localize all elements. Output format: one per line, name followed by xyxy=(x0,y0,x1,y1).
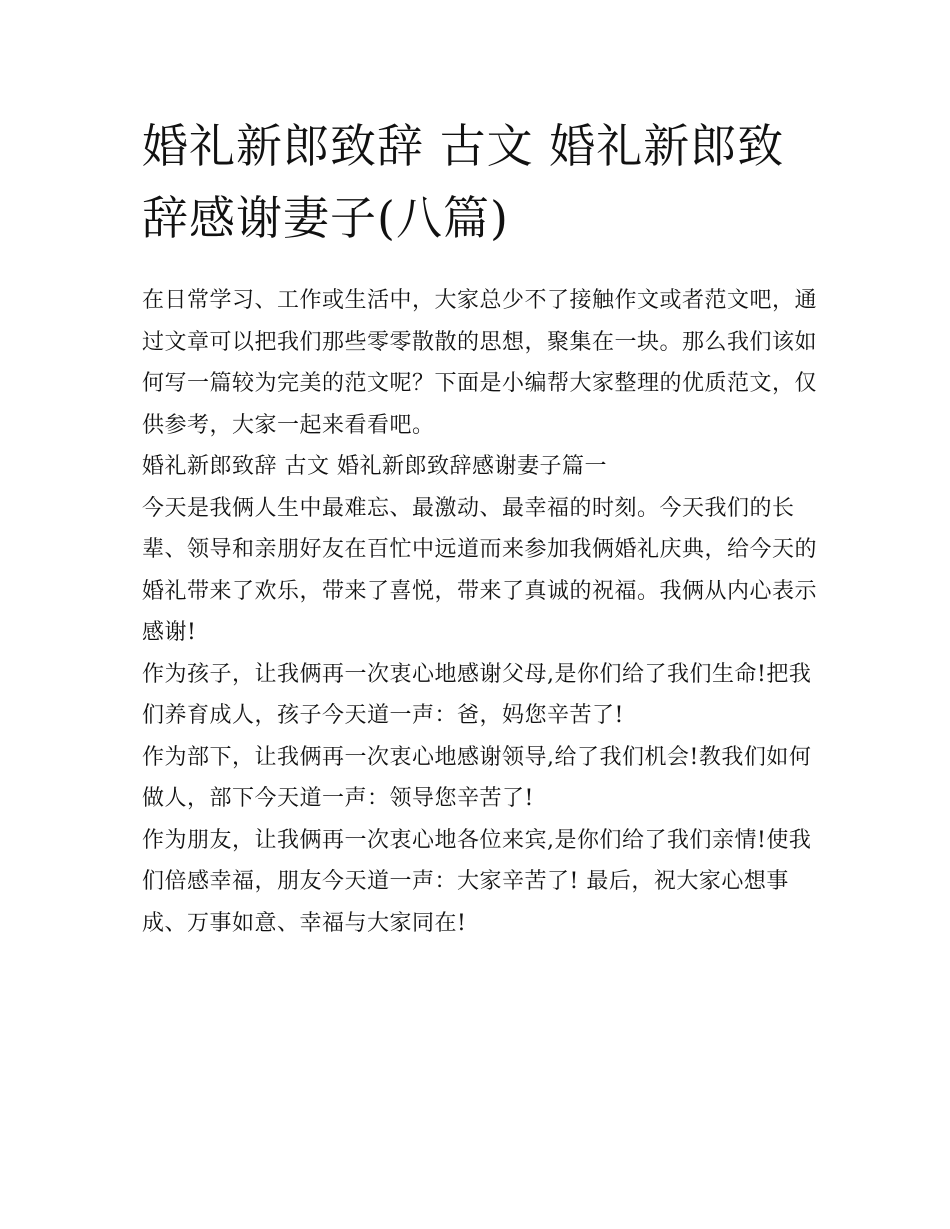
section-heading: 婚礼新郎致辞 古文 婚礼新郎致辞感谢妻子篇一 xyxy=(142,454,607,479)
body-paragraph: 作为孩子，让我俩再一次衷心地感谢父母,是你们给了我们生命!把我们养育成人，孩子今天道一声：爸，妈您辛苦了! xyxy=(142,661,812,728)
document-title: 婚礼新郎致辞 古文 婚礼新郎致辞感谢妻子(八篇) xyxy=(142,119,785,245)
body-paragraph: 作为朋友，让我俩再一次衷心地各位来宾,是你们给了我们亲情!使我们倍感幸福，朋友今天道一声：大家辛苦了! 最后，祝大家心想事成、万事如意、幸福与大家同在! xyxy=(142,827,812,936)
document-body xyxy=(142,280,822,944)
body-paragraph: 作为部下，让我俩再一次衷心地感谢领导,给了我们机会!教我们如何做人，部下今天道一声：领导您辛苦了! xyxy=(142,744,812,811)
body-paragraph: 今天是我俩人生中最难忘、最激动、最幸福的时刻。今天我们的长辈、领导和亲朋好友在百忙中远道而来参加我俩婚礼庆典，给今天的婚礼带来了欢乐，带来了喜悦，带来了真诚的祝福。我俩从内心表示感谢! xyxy=(142,495,818,645)
intro-paragraph: 在日常学习、工作或生活中，大家总少不了接触作文或者范文吧，通过文章可以把我们那些零零散散的思想，聚集在一块。那么我们该如何写一篇较为完美的范文呢？下面是小编帮大家整理的优质范文，仅供参考，大家一起来看看吧。 xyxy=(142,288,818,438)
